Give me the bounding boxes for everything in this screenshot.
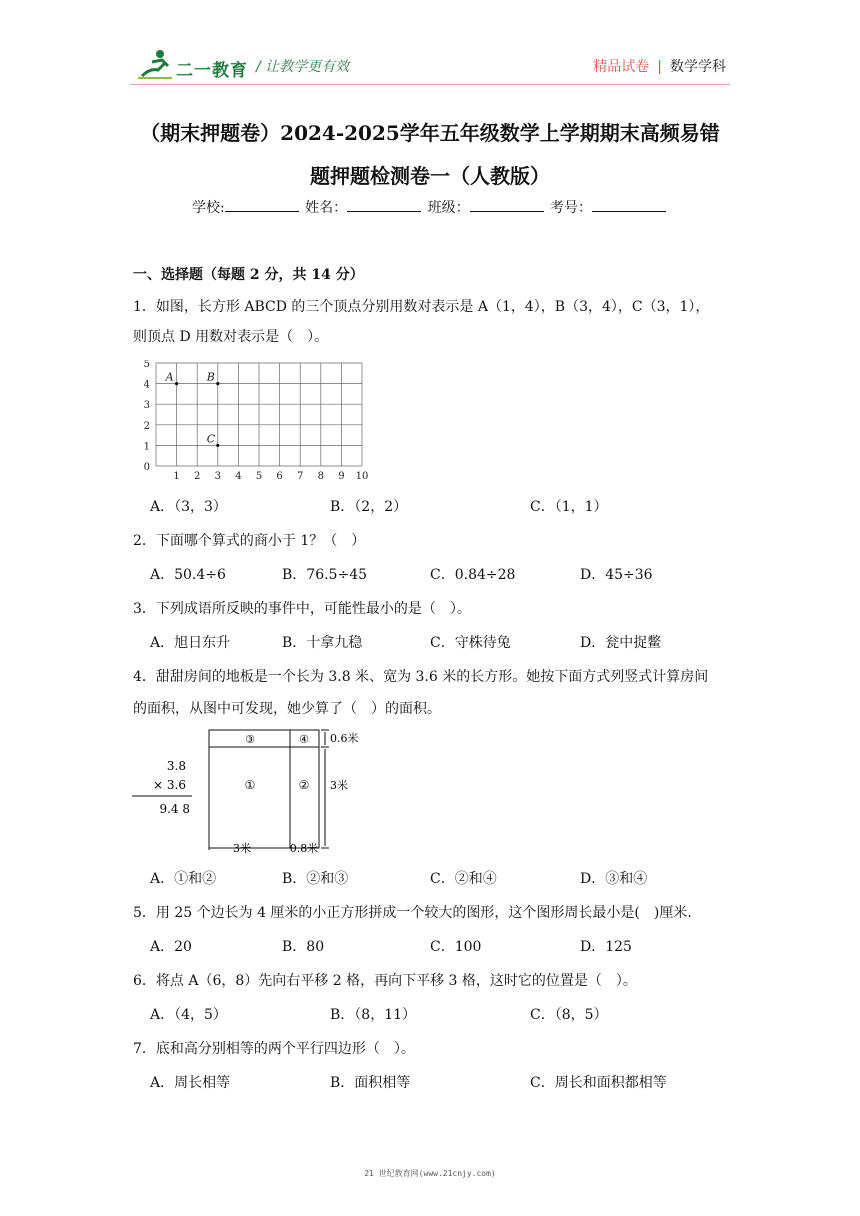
- number-blank[interactable]: [592, 197, 666, 212]
- y-tick-label: 4: [143, 379, 150, 391]
- q5-option-c[interactable]: C．100: [430, 939, 482, 955]
- point-c: [216, 444, 219, 447]
- label-bottom-left: 3米: [233, 842, 251, 855]
- q4-option-d[interactable]: D．③和④: [580, 871, 648, 887]
- x-tick-label: 10: [355, 471, 369, 482]
- info-name: 姓名：: [305, 200, 348, 216]
- class-blank[interactable]: [470, 197, 544, 212]
- q1-stem-line2: 则顶点 D 用数对表示是（ ）。: [133, 329, 329, 345]
- x-tick-label: 5: [255, 471, 263, 482]
- q1-grid-figure: [138, 360, 374, 482]
- x-tick-label: 7: [297, 471, 304, 482]
- q6-option-c[interactable]: C．（8，5）: [530, 1007, 608, 1023]
- x-tick-label: 8: [317, 471, 324, 482]
- q4-option-a[interactable]: A．①和②: [150, 871, 217, 887]
- y-tick-label: 1: [143, 441, 150, 453]
- x-tick-label: 9: [338, 471, 345, 482]
- page-title-line1: （期末押题卷）2024-2025学年五年级数学上学期期末高频易错: [140, 121, 720, 145]
- y-tick-label: 2: [143, 420, 150, 432]
- q4-option-c[interactable]: C．②和④: [430, 871, 497, 887]
- q1-option-b[interactable]: B．（2，2）: [330, 499, 408, 515]
- point-label-a: A: [165, 370, 174, 384]
- q7-option-b[interactable]: B．面积相等: [330, 1075, 411, 1091]
- y-tick-label: 3: [143, 400, 150, 412]
- q2-stem: 2．下面哪个算式的商小于 1？（ ）: [133, 533, 366, 549]
- q4-stem-line1: 4．甜甜房间的地板是一个长为 3.8 米、宽为 3.6 米的长方形。她按下面方式列竖式计算房间: [133, 669, 709, 685]
- q1-stem-line1: 1．如图，长方形 ABCD 的三个顶点分别用数对表示是 A（1，4），B（3，4），C（3，1），: [133, 299, 710, 315]
- q3-stem: 3．下列成语所反映的事件中，可能性最小的是（ ）。: [133, 601, 471, 617]
- q7-option-a[interactable]: A．周长相等: [150, 1075, 231, 1091]
- x-tick-label: 6: [276, 471, 283, 482]
- logo-runner-icon: [136, 48, 176, 82]
- info-class: 班级：: [427, 200, 470, 216]
- q5-option-a[interactable]: A．20: [150, 939, 192, 955]
- page-title-line2: 题押题检测卷一（人教版）: [310, 164, 550, 188]
- q2-option-c[interactable]: C．0.84÷28: [430, 567, 516, 583]
- brand-name: 二一教育: [176, 61, 248, 81]
- q7-stem: 7．底和高分别相等的两个平行四边形（ ）。: [133, 1041, 415, 1057]
- q1-option-a[interactable]: A．（3，3）: [150, 499, 227, 515]
- q5-option-d[interactable]: D．125: [580, 939, 632, 955]
- section-title: 一、选择题（每题 2 分，共 14 分）: [133, 267, 364, 283]
- q3-option-c[interactable]: C．守株待兔: [430, 635, 511, 651]
- name-blank[interactable]: [347, 197, 421, 212]
- q7-option-c[interactable]: C．周长和面积都相等: [530, 1075, 667, 1091]
- q3-option-a[interactable]: A．旭日东升: [150, 635, 231, 651]
- calc-line-3: 9.4 8: [159, 802, 190, 816]
- header-tags: [593, 56, 726, 76]
- point-b: [216, 382, 219, 385]
- slogan: / 让教学更有效: [256, 59, 350, 75]
- q4-option-b[interactable]: B．②和③: [282, 871, 349, 887]
- y-tick-label: 0: [143, 462, 150, 473]
- q6-option-b[interactable]: B．（8，11）: [330, 1007, 417, 1023]
- point-a: [175, 382, 178, 385]
- q6-stem: 6．将点 A（6，8）先向右平移 2 格，再向下平移 3 格，这时它的位置是（ ）。: [133, 973, 637, 989]
- tag-quality: 精品试卷: [593, 59, 650, 75]
- info-number: 考号：: [550, 200, 593, 216]
- calc-line-2: × 3.6: [153, 778, 186, 792]
- x-tick-label: 2: [194, 471, 201, 482]
- region-2: ②: [298, 778, 310, 792]
- q4-area-figure: [130, 726, 360, 858]
- tag-subject: 数学学科: [670, 59, 726, 75]
- student-info: [0, 197, 860, 217]
- x-tick-label: 3: [214, 471, 221, 482]
- region-4: ④: [299, 733, 309, 746]
- info-school: 学校:: [191, 200, 225, 216]
- label-right-top: 0.6米: [330, 732, 359, 745]
- q1-option-c[interactable]: C．（1，1）: [530, 499, 608, 515]
- q2-option-d[interactable]: D．45÷36: [580, 567, 653, 583]
- q2-option-a[interactable]: A．50.4÷6: [150, 567, 226, 583]
- tag-separator: |: [657, 59, 662, 75]
- page-footer: 21 世纪教育网(www.21cnjy.com): [364, 1169, 496, 1178]
- point-label-b: B: [206, 370, 215, 384]
- q5-option-b[interactable]: B．80: [282, 939, 325, 955]
- q2-option-b[interactable]: B．76.5÷45: [282, 567, 368, 583]
- q5-stem: 5．用 25 个边长为 4 厘米的小正方形拼成一个较大的图形，这个图形周长最小是( )厘米.: [133, 905, 692, 921]
- q6-option-a[interactable]: A．（4，5）: [150, 1007, 227, 1023]
- y-tick-label: 5: [143, 360, 150, 370]
- label-bottom-right: 0.8米: [289, 842, 319, 855]
- x-tick-label: 1: [173, 471, 180, 482]
- region-1: ①: [244, 778, 256, 792]
- school-blank[interactable]: [225, 197, 299, 212]
- region-3: ③: [245, 733, 255, 746]
- point-label-c: C: [206, 432, 216, 446]
- q4-stem-line2: 的面积，从图中可发现，她少算了（ ）的面积。: [133, 701, 441, 717]
- calc-line-1: 3.8: [166, 759, 186, 773]
- x-tick-label: 4: [235, 471, 242, 482]
- q3-option-b[interactable]: B．十拿九稳: [282, 635, 363, 651]
- header-divider: [130, 84, 730, 85]
- q3-option-d[interactable]: D．瓮中捉鳖: [580, 635, 662, 651]
- label-right-main: 3米: [330, 779, 348, 792]
